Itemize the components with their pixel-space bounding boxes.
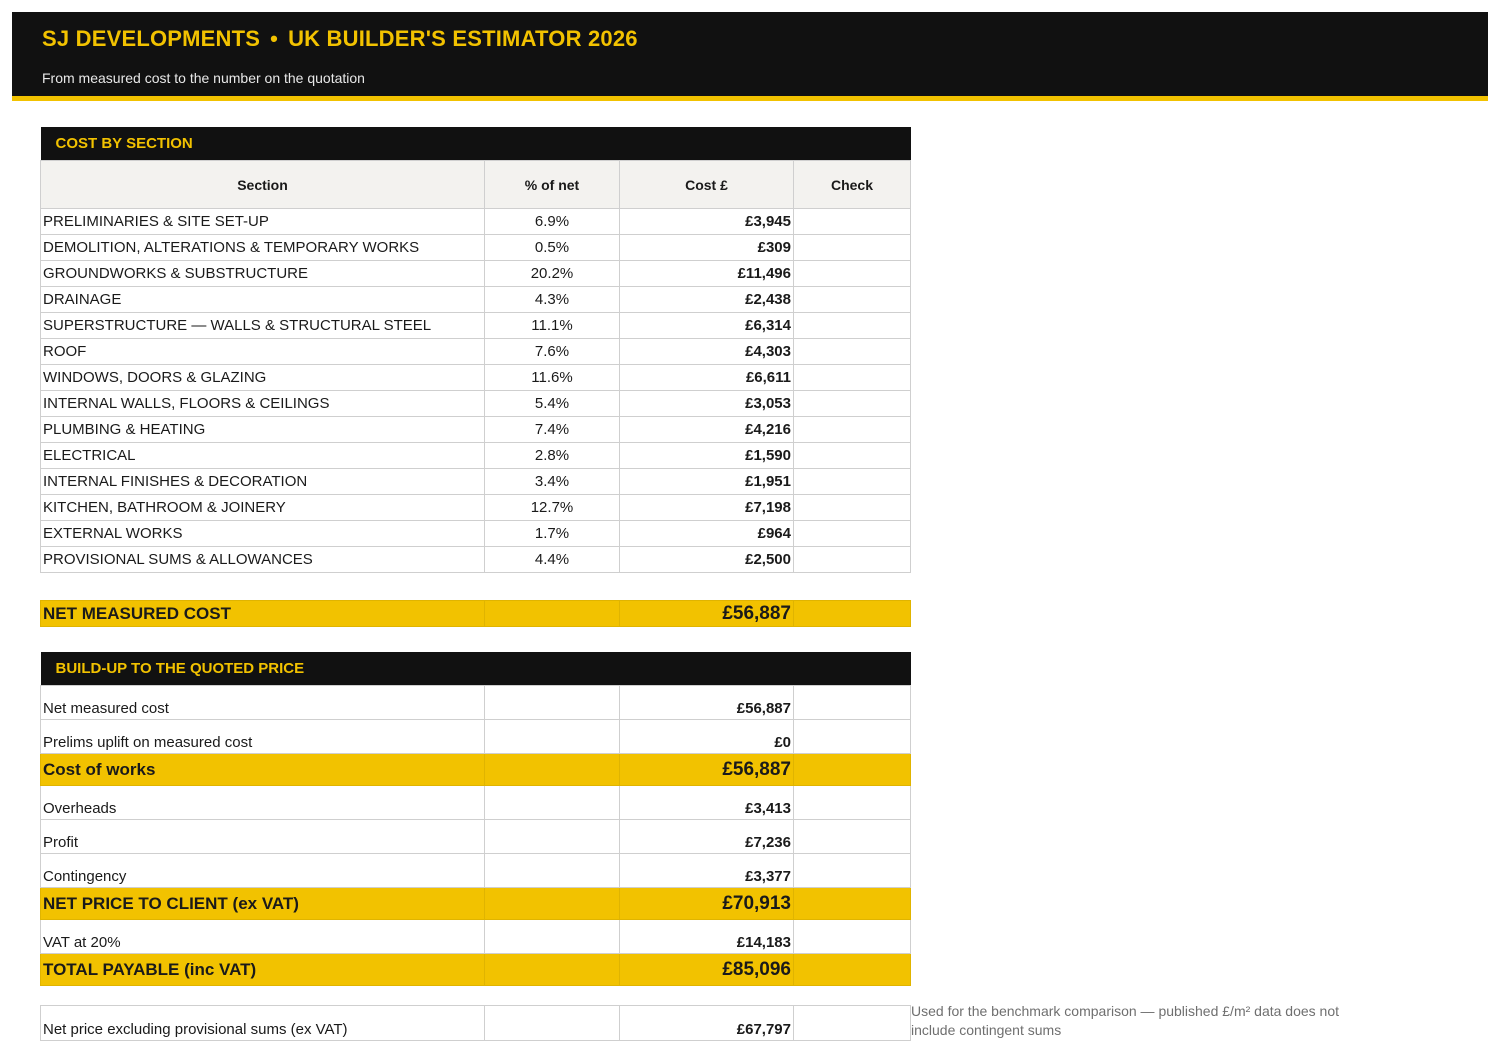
net-measured-cost-row	[41, 601, 911, 627]
build-up-blank	[485, 854, 620, 888]
build-up-blank	[485, 720, 620, 754]
section-heading-row	[41, 652, 911, 686]
build-up-value: £0	[620, 720, 794, 754]
section-pct: 12.7%	[485, 495, 620, 521]
build-up-label: VAT at 20%	[41, 920, 485, 954]
section-name: INTERNAL FINISHES & DECORATION	[41, 469, 485, 495]
section-heading-row	[41, 127, 911, 161]
build-up-check	[794, 786, 911, 820]
column-header-pct: % of net	[485, 161, 620, 209]
build-up-table	[40, 652, 911, 986]
section-pct: 7.6%	[485, 339, 620, 365]
build-up-check	[794, 888, 911, 920]
table-row	[41, 443, 911, 469]
section-name: PROVISIONAL SUMS & ALLOWANCES	[41, 547, 485, 573]
build-up-label: TOTAL PAYABLE (inc VAT)	[41, 954, 485, 986]
section-name: ROOF	[41, 339, 485, 365]
table-row	[41, 495, 911, 521]
build-up-label: Overheads	[41, 786, 485, 820]
build-up-blank	[485, 888, 620, 920]
benchmark-table	[40, 1005, 911, 1041]
build-up-total-row	[41, 954, 911, 986]
build-up-value: £3,413	[620, 786, 794, 820]
section-check	[794, 391, 911, 417]
build-up-blank	[485, 686, 620, 720]
build-up-value: £14,183	[620, 920, 794, 954]
benchmark-row	[41, 1006, 911, 1041]
section-name: PLUMBING & HEATING	[41, 417, 485, 443]
section-pct: 5.4%	[485, 391, 620, 417]
section-cost: £4,303	[620, 339, 794, 365]
benchmark-note: Used for the benchmark comparison — published £/m² data does not include contingent sums	[911, 1003, 1340, 1038]
section-cost: £6,314	[620, 313, 794, 339]
build-up-value: £85,096	[620, 954, 794, 986]
benchmark-value: £67,797	[620, 1006, 794, 1041]
table-row	[41, 261, 911, 287]
build-up-label: Net measured cost	[41, 686, 485, 720]
build-up-heading: BUILD-UP TO THE QUOTED PRICE	[41, 652, 911, 686]
build-up-blank	[485, 786, 620, 820]
section-pct: 1.7%	[485, 521, 620, 547]
build-up-label: Contingency	[41, 854, 485, 888]
build-up-row	[41, 854, 911, 888]
section-pct: 11.6%	[485, 365, 620, 391]
section-cost: £11,496	[620, 261, 794, 287]
section-cost: £6,611	[620, 365, 794, 391]
build-up-label: Prelims uplift on measured cost	[41, 720, 485, 754]
section-check	[794, 495, 911, 521]
section-pct: 6.9%	[485, 209, 620, 235]
section-cost: £3,053	[620, 391, 794, 417]
build-up-value: £56,887	[620, 754, 794, 786]
table-row	[41, 313, 911, 339]
section-name: PRELIMINARIES & SITE SET-UP	[41, 209, 485, 235]
section-check	[794, 417, 911, 443]
section-check	[794, 547, 911, 573]
section-name: DRAINAGE	[41, 287, 485, 313]
section-name: ELECTRICAL	[41, 443, 485, 469]
page-subtitle: From measured cost to the number on the quotation	[42, 70, 365, 86]
net-measured-cost-pct	[485, 601, 620, 627]
table-row	[41, 209, 911, 235]
section-name: INTERNAL WALLS, FLOORS & CEILINGS	[41, 391, 485, 417]
build-up-label: Profit	[41, 820, 485, 854]
section-name: GROUNDWORKS & SUBSTRUCTURE	[41, 261, 485, 287]
page-title	[42, 26, 638, 52]
build-up-blank	[485, 954, 620, 986]
section-name: DEMOLITION, ALTERATIONS & TEMPORARY WORKS	[41, 235, 485, 261]
section-pct: 4.3%	[485, 287, 620, 313]
build-up-row	[41, 686, 911, 720]
table-row	[41, 391, 911, 417]
section-name: WINDOWS, DOORS & GLAZING	[41, 365, 485, 391]
table-row	[41, 235, 911, 261]
table-row	[41, 521, 911, 547]
build-up-check	[794, 720, 911, 754]
cost-by-section-table	[40, 127, 911, 573]
column-header-check: Check	[794, 161, 911, 209]
build-up-total-row	[41, 888, 911, 920]
section-check	[794, 365, 911, 391]
build-up-total-row	[41, 754, 911, 786]
build-up-value: £56,887	[620, 686, 794, 720]
section-cost: £2,500	[620, 547, 794, 573]
section-check	[794, 261, 911, 287]
net-measured-cost-value: £56,887	[620, 601, 794, 627]
section-cost: £964	[620, 521, 794, 547]
section-cost: £1,590	[620, 443, 794, 469]
section-pct: 20.2%	[485, 261, 620, 287]
build-up-row	[41, 820, 911, 854]
build-up-row	[41, 720, 911, 754]
section-check	[794, 521, 911, 547]
build-up-blank	[485, 754, 620, 786]
build-up-label: NET PRICE TO CLIENT (ex VAT)	[41, 888, 485, 920]
section-cost: £1,951	[620, 469, 794, 495]
build-up-check	[794, 754, 911, 786]
section-cost: £2,438	[620, 287, 794, 313]
section-check	[794, 313, 911, 339]
column-header-section: Section	[41, 161, 485, 209]
section-pct: 4.4%	[485, 547, 620, 573]
cost-by-section-heading: COST BY SECTION	[41, 127, 911, 161]
product-name: UK BUILDER'S ESTIMATOR 2026	[288, 26, 638, 51]
section-check	[794, 443, 911, 469]
build-up-check	[794, 686, 911, 720]
table-row	[41, 417, 911, 443]
build-up-blank	[485, 820, 620, 854]
build-up-check	[794, 854, 911, 888]
column-header-row	[41, 161, 911, 209]
section-pct: 3.4%	[485, 469, 620, 495]
section-pct: 11.1%	[485, 313, 620, 339]
build-up-row	[41, 786, 911, 820]
table-row	[41, 365, 911, 391]
title-separator: •	[270, 26, 279, 51]
build-up-value: £3,377	[620, 854, 794, 888]
column-header-cost: Cost £	[620, 161, 794, 209]
table-row	[41, 287, 911, 313]
section-cost: £4,216	[620, 417, 794, 443]
table-row	[41, 339, 911, 365]
section-cost: £3,945	[620, 209, 794, 235]
build-up-label: Cost of works	[41, 754, 485, 786]
net-measured-cost-check	[794, 601, 911, 627]
table-row	[41, 547, 911, 573]
build-up-row	[41, 920, 911, 954]
section-pct: 0.5%	[485, 235, 620, 261]
section-check	[794, 469, 911, 495]
section-check	[794, 287, 911, 313]
net-measured-cost-label: NET MEASURED COST	[41, 601, 485, 627]
section-check	[794, 209, 911, 235]
header-banner	[12, 12, 1488, 101]
section-name: EXTERNAL WORKS	[41, 521, 485, 547]
build-up-check	[794, 954, 911, 986]
build-up-blank	[485, 920, 620, 954]
section-name: KITCHEN, BATHROOM & JOINERY	[41, 495, 485, 521]
company-name: SJ DEVELOPMENTS	[42, 26, 261, 51]
section-pct: 7.4%	[485, 417, 620, 443]
build-up-check	[794, 920, 911, 954]
table-row	[41, 469, 911, 495]
benchmark-label: Net price excluding provisional sums (ex VAT)	[41, 1006, 485, 1041]
section-pct: 2.8%	[485, 443, 620, 469]
benchmark-check	[794, 1006, 911, 1041]
build-up-check	[794, 820, 911, 854]
net-measured-cost-table	[40, 600, 911, 627]
section-cost: £7,198	[620, 495, 794, 521]
section-name: SUPERSTRUCTURE — WALLS & STRUCTURAL STEEL	[41, 313, 485, 339]
benchmark-blank	[485, 1006, 620, 1041]
section-check	[794, 235, 911, 261]
section-check	[794, 339, 911, 365]
section-cost: £309	[620, 235, 794, 261]
build-up-value: £7,236	[620, 820, 794, 854]
build-up-value: £70,913	[620, 888, 794, 920]
